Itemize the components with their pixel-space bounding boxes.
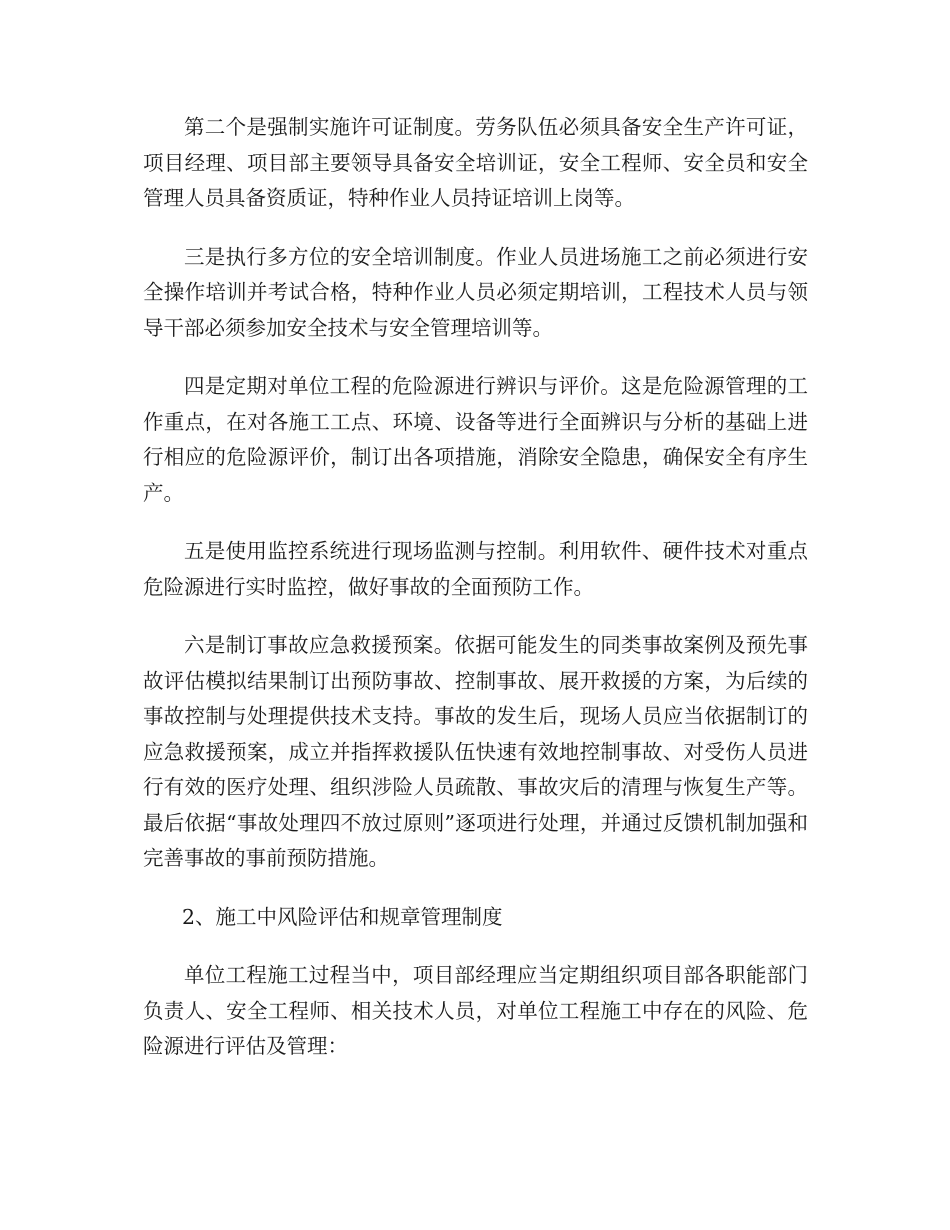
paragraph-hazard-identification: 四是定期对单位工程的危险源进行辨识与评价。这是危险源管理的工作重点，在对各施工工点、环境、设备等进行全面辨识与分析的基础上进行相应的危险源评价，制订出各项措施，消除安全隐患，确保安全有序生产。 [143,374,808,505]
section-heading-risk-assessment: 2、施工中风险评估和规章管理制度 [181,904,503,929]
paragraph-emergency-plan: 六是制订事故应急救援预案。依据可能发生的同类事故案例及预先事故评估模拟结果制订出预防事故、控制事故、展开救援的方案，为后续的事故控制与处理提供技术支持。事故的发生后，现场人员应当依据制订的应急救援预案，成立并指挥救援队伍快速有效地控制事故、对受伤人员进行有效的医疗处理、组织涉险人员疏散、事故灾后的清理与恢复生产等。最后依据“事故处理四不放过原则”逐项进行处理，并通过反馈机制加强和完善事故的事前预防措施。 [143,633,808,870]
document-body [143,110,808,1088]
paragraph-permit-system: 第二个是强制实施许可证制度。劳务队伍必须具备安全生产许可证，项目经理、项目部主要领导具备安全培训证，安全工程师、安全员和安全管理人员具备资质证，特种作业人员持证培训上岗等。 [143,115,808,210]
paragraph-safety-training: 三是执行多方位的安全培训制度。作业人员进场施工之前必须进行安全操作培训并考试合格，特种作业人员必须定期培训，工程技术人员与领导干部必须参加安全技术与安全管理培训等。 [143,244,808,340]
paragraph-monitoring-system: 五是使用监控系统进行现场监测与控制。利用软件、硬件技术对重点危险源进行实时监控，做好事故的全面预防工作。 [143,539,808,599]
paragraph-risk-evaluation: 单位工程施工过程当中，项目部经理应当定期组织项目部各职能部门负责人、安全工程师、相关技术人员，对单位工程施工中存在的风险、危险源进行评估及管理： [143,963,808,1058]
